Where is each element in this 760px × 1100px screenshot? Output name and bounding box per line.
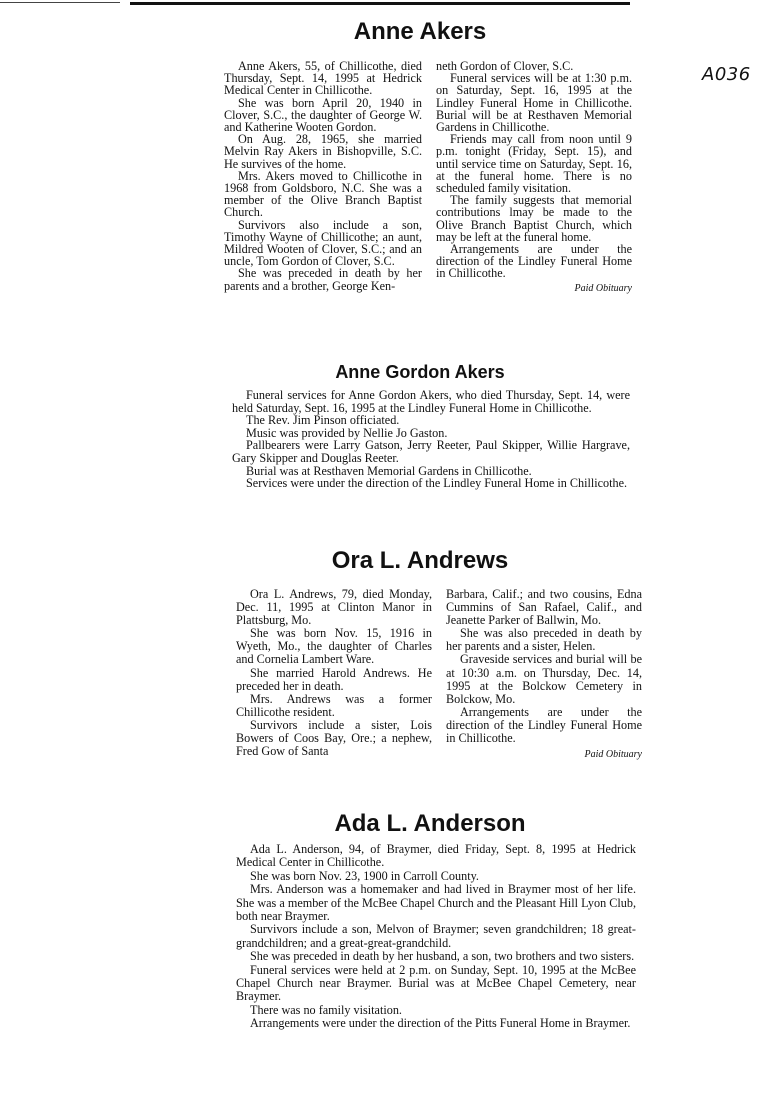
anderson-paragraph: There was no family visitation. [250, 1002, 402, 1017]
andrews-paragraph: Graveside services and burial will be at 10:30 a.m. on Thursday, Dec. 14, 1995 at the Bolckow Cemetery in Bolckow, Mo. [446, 652, 642, 706]
akers-paragraph: Friends may call from noon until 9 p.m. tonight (Friday, Sept. 15), and until service time on Saturday, Sept. 16, at the funeral home. There is no scheduled family visitation. [436, 132, 632, 196]
akers-paragraph: She was born April 20, 1940 in Clover, S.C., the daughter of George W. and Katherine Wooten Gordon. [224, 95, 422, 135]
andrews-paragraph: Ora L. Andrews, 79, died Monday, Dec. 11, 1995 at Clinton Manor in Plattsburg, Mo. [236, 587, 432, 628]
akers-paragraph: The family suggests that memorial contributions lmay be made to the Olive Branch Baptist Church, which may be left at the funeral home. [436, 193, 632, 244]
anderson-paragraph: Funeral services were held at 2 p.m. on Sunday, Sept. 10, 1995 at the McBee Chapel Church near Braymer. Burial was at McBee Chapel Cemetery, near Braymer. [236, 962, 636, 1004]
akers-paragraph: Arrangements are under the direction of the Lindley Funeral Home in Chillicothe. [436, 242, 632, 281]
akers-paragraph: Survivors also include a son, Timothy Wayne of Chillicothe; an aunt, Mildred Wooten of Clover, S.C.; and an uncle, Tom Gordon of Clover, S.C. [224, 217, 422, 269]
top-rule-left [0, 2, 120, 3]
anderson-paragraph: She was born Nov. 23, 1900 in Carroll County. [250, 868, 479, 883]
akers-paragraph: On Aug. 28, 1965, she married Melvin Ray Akers in Bishopville, S.C. He survives of the home. [224, 132, 422, 171]
andrews-paragraph: Survivors include a sister, Lois Bowers of Coos Bay, Ore.; a nephew, Fred Gow of Santa [236, 717, 432, 759]
andrews-column-2 [446, 588, 642, 761]
akers-paid-obituary: Paid Obituary [574, 282, 632, 294]
anderson-paragraph: Mrs. Anderson was a homemaker and had lived in Braymer most of her life. She was a member of the McBee Chapel Church and the Pleasant Hill Lyon Club, both near Braymer. [236, 882, 636, 924]
gordon-akers-title: Anne Gordon Akers [335, 362, 505, 382]
akers-paragraph: She was preceded in death by her parents and a brother, George Ken- [224, 266, 422, 293]
akers-column-2 [436, 60, 632, 295]
andrews-paragraph: She was also preceded in death by her parents and a sister, Helen. [446, 626, 642, 654]
akers-continuation: neth Gordon of Clover, S.C. [436, 59, 574, 73]
anderson-paragraph: She was preceded in death by her husband, a son, two brothers and two sisters. [250, 949, 635, 964]
gordon-akers-paragraph: Music was provided by Nellie Jo Gaston. [246, 425, 448, 440]
anderson-paragraph: Survivors include a son, Melvon of Braymer; seven grandchildren; 18 great-grandchildren; and a great-great-grandchild. [236, 922, 636, 950]
akers-title: Anne Akers [353, 18, 487, 45]
andrews-title: Ora L. Andrews [331, 547, 509, 574]
akers-paragraph: Anne Akers, 55, of Chillicothe, died Thursday, Sept. 14, 1995 at Hedrick Medical Center in Chillicothe. [224, 59, 422, 98]
gordon-akers-paragraph: The Rev. Jim Pinson officiated. [246, 413, 400, 428]
andrews-paid-obituary: Paid Obituary [584, 749, 642, 761]
andrews-column-1 [236, 588, 432, 758]
andrews-paragraph: Mrs. Andrews was a former Chillicothe resident. [236, 691, 432, 719]
gordon-akers-paragraph: Services were under the direction of the Lindley Funeral Home in Chillicothe. [246, 476, 628, 491]
andrews-paragraph: She was born Nov. 15, 1916 in Wyeth, Mo., the daughter of Charles and Cornelia Lambert Ware. [236, 626, 432, 667]
akers-paragraph: Funeral services will be at 1:30 p.m. on Saturday, Sept. 16, 1995 at the Lindley Funeral Home in Chillicothe. Burial will be at Resthaven Memorial Gardens in Chillicothe. [436, 71, 632, 135]
gordon-akers-paragraph: Pallbearers were Larry Gatson, Jerry Reeter, Paul Skipper, Willie Hargrave, Gary Skipper and Douglas Reeter. [232, 438, 630, 465]
gordon-akers-body [232, 389, 630, 490]
andrews-continuation: Barbara, Calif.; and two cousins, Edna Cummins of San Rafael, Calif., and Jeanette Parker of Ballwin, Mo. [446, 587, 642, 628]
andrews-paragraph: Arrangements are under the direction of the Lindley Funeral Home in Chillicothe. [446, 704, 642, 746]
gordon-akers-paragraph: Burial was at Resthaven Memorial Gardens in Chillicothe. [246, 463, 532, 478]
akers-paragraph: Mrs. Akers moved to Chillicothe in 1968 from Goldsboro, N.C. She was a member of the Olive Branch Baptist Church. [224, 168, 422, 220]
andrews-paragraph: She married Harold Andrews. He preceded her in death. [236, 665, 432, 693]
archive-code: A036 [702, 64, 751, 85]
anderson-paragraph: Arrangements were under the direction of the Pitts Funeral Home in Braymer. [250, 1016, 631, 1031]
akers-column-1 [224, 60, 422, 292]
top-rule-right [130, 2, 630, 5]
gordon-akers-paragraph: Funeral services for Anne Gordon Akers, who died Thursday, Sept. 14, were held Saturday, Sept. 16, 1995 at the Lindley Funeral Home in Chillicothe. [232, 388, 630, 415]
anderson-paragraph: Ada L. Anderson, 94, of Braymer, died Friday, Sept. 8, 1995 at Hedrick Medical Center in Chillicothe. [236, 842, 636, 870]
anderson-body [236, 843, 636, 1031]
anderson-title: Ada L. Anderson [334, 810, 526, 837]
